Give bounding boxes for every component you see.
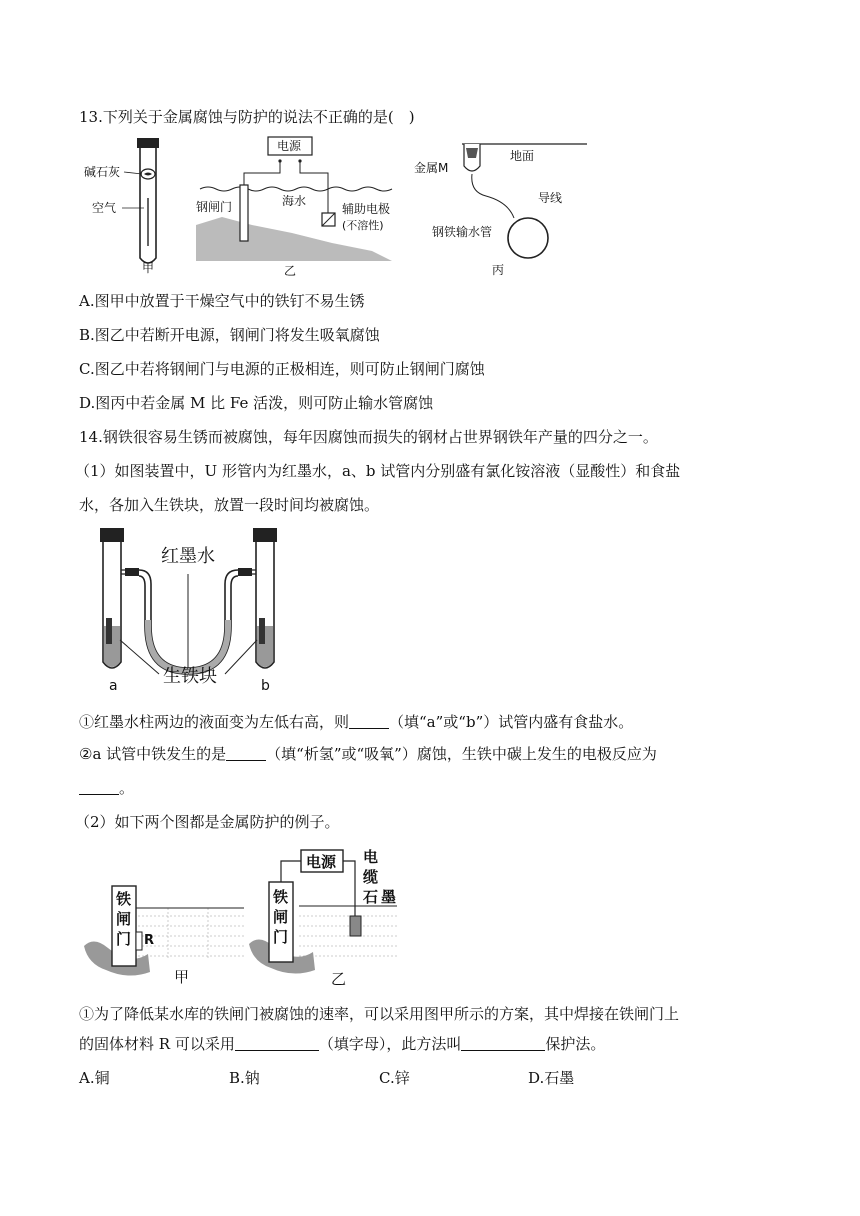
- svg-text:缆: 缆: [363, 868, 379, 886]
- q14-figure-yi: [243, 844, 403, 989]
- graphite-icon: [350, 916, 361, 936]
- label-wire: 导线: [538, 191, 563, 205]
- svg-text:石: 石: [363, 888, 379, 906]
- water-pipe-icon: [508, 218, 548, 258]
- label-air: 空气: [92, 201, 117, 215]
- q13-figure-jia: [84, 136, 174, 276]
- q14-part2: （2）如下两个图都是金属防护的例子。: [75, 813, 340, 831]
- choice-a: A.铜: [79, 1069, 110, 1087]
- caption-jia: 甲: [142, 261, 155, 275]
- q13-option-b: B.图乙中若断开电源，钢闸门将发生吸氧腐蚀: [79, 326, 380, 344]
- svg-text:闸: 闸: [273, 908, 289, 926]
- stopper: [137, 138, 159, 148]
- q14-stem: 14.钢铁很容易生锈而被腐蚀，每年因腐蚀而损失的钢材占世界钢铁年产量的四分之一。: [79, 428, 658, 446]
- label-red-ink: 红墨水: [161, 546, 215, 567]
- q14-part2-q1-line1: ①为了降低某水库的铁闸门被腐蚀的速率，可以采用图甲所示的方案，其中焊接在铁闸门上: [79, 1005, 680, 1023]
- svg-text:铁: 铁: [273, 888, 289, 906]
- answer-blank-3[interactable]: [79, 779, 119, 795]
- label-ground: 地面: [510, 149, 535, 163]
- caption-bing: 丙: [492, 263, 505, 277]
- steel-gate-icon: [240, 185, 248, 241]
- answer-blank-4[interactable]: [235, 1035, 319, 1051]
- q13-figure-bing: [412, 136, 592, 281]
- q13-option-d: D.图丙中若金属 M 比 Fe 活泼，则可防止输水管腐蚀: [79, 394, 434, 412]
- q13-option-a: A.图甲中放置于干燥空气中的铁钉不易生锈: [79, 292, 365, 310]
- svg-text:墨: 墨: [381, 888, 397, 906]
- label-pipe: 钢铁输水管: [432, 225, 493, 239]
- label-a: a: [109, 678, 118, 694]
- q14-part2-q1-line2: 的固体材料 R 可以采用 （填字母），此方法叫 保护法。: [79, 1035, 606, 1053]
- svg-text:铁: 铁: [116, 890, 132, 908]
- label-gate: 钢闸门: [196, 200, 233, 214]
- q13-stem: 13.下列关于金属腐蚀与防护的说法不正确的是( ): [79, 108, 415, 126]
- q14-sub2-cont: 。: [79, 778, 134, 798]
- label-seawater: 海水: [282, 194, 307, 208]
- caption-yi: 乙: [284, 264, 297, 278]
- answer-blank-1[interactable]: [349, 713, 389, 729]
- q13-option-c: C.图乙中若将钢闸门与电源的正极相连，则可防止钢闸门腐蚀: [79, 360, 485, 378]
- choice-b: B.钠: [229, 1069, 260, 1087]
- q14-sub1: ①红墨水柱两边的液面变为左低右高，则 （填“a”或“b”）试管内盛有食盐水。: [79, 713, 634, 731]
- caption-jia-2: 甲: [174, 968, 190, 986]
- label-soda-lime: 碱石灰: [84, 165, 121, 179]
- svg-text:电: 电: [363, 848, 379, 866]
- label-power: 电源: [277, 139, 302, 153]
- q14-utube-figure: [95, 522, 290, 697]
- solid-r-icon: [136, 932, 142, 950]
- q14-sub2: ②a 试管中铁发生的是 （填“析氢”或“吸氧”）腐蚀，生铁中碳上发生的电极反应为: [79, 745, 657, 763]
- label-aux-electrode: 辅助电极: [342, 202, 391, 216]
- q14-figure-jia: [78, 876, 248, 988]
- label-r: R: [144, 933, 155, 948]
- stopper-b: [253, 528, 277, 542]
- svg-text:门: 门: [273, 928, 289, 946]
- label-insoluble: (不溶性): [342, 219, 384, 232]
- answer-blank-5[interactable]: [461, 1035, 545, 1051]
- stopper-a: [100, 528, 124, 542]
- label-pig-iron: 生铁块: [163, 666, 217, 687]
- svg-text:门: 门: [116, 930, 132, 948]
- q14-part1-line2: 水，各加入生铁块，放置一段时间均被腐蚀。: [79, 496, 380, 514]
- caption-yi-2: 乙: [331, 970, 347, 988]
- svg-text:闸: 闸: [116, 910, 132, 928]
- q14-part1-line1: （1）如图装置中，U 形管内为红墨水，a、b 试管内分别盛有氯化铵溶液（显酸性）和食盐: [75, 462, 681, 480]
- label-metal-m: 金属M: [414, 161, 449, 175]
- choice-d: D.石墨: [528, 1069, 575, 1087]
- label-power-2: 电源: [306, 853, 337, 871]
- answer-blank-2[interactable]: [226, 745, 266, 761]
- q13-figure-yi: [192, 133, 412, 278]
- choice-c: C.锌: [379, 1069, 410, 1087]
- label-b: b: [261, 678, 270, 694]
